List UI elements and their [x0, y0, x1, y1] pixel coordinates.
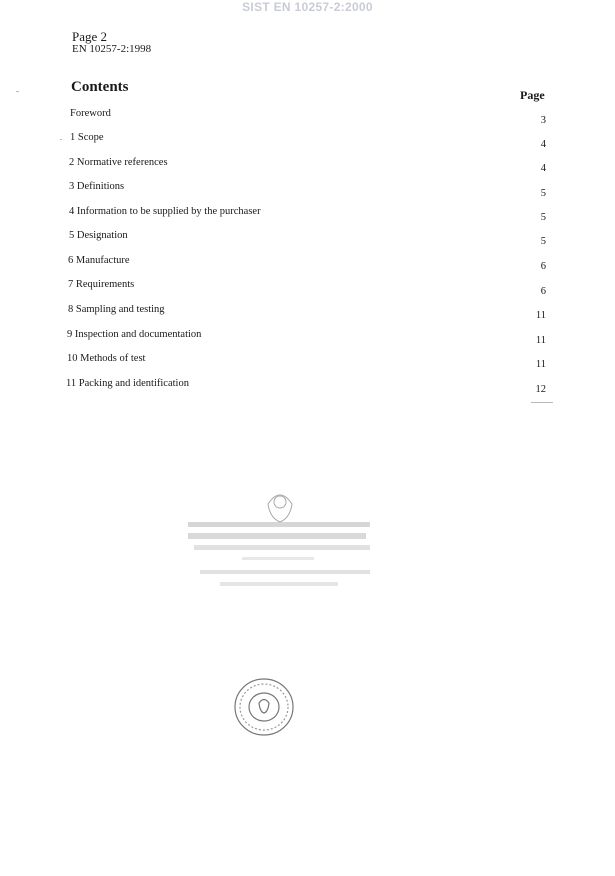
- toc-entry-page: 11: [535, 310, 546, 321]
- toc-entry-page: 5: [540, 212, 546, 223]
- toc-entry-page: 6: [540, 261, 546, 272]
- toc-entry-label: 3 Definitions: [69, 181, 125, 192]
- page-column-heading: Page: [520, 88, 545, 102]
- toc-entry-page: 3: [540, 115, 546, 126]
- toc-entry-label: 9 Inspection and documentation: [67, 329, 202, 340]
- toc-entry-label: 10 Methods of test: [67, 353, 146, 364]
- toc-entry-label: 1 Scope: [70, 132, 104, 143]
- toc-entry-label: 2 Normative references: [69, 157, 168, 168]
- scan-speck: [531, 402, 553, 403]
- toc-entry-page: 5: [540, 188, 546, 199]
- toc-entry-page: 4: [540, 139, 546, 150]
- toc-entry-page: 6: [540, 286, 546, 297]
- page-number: Page 2: [72, 29, 108, 44]
- toc-entry-label: 11 Packing and identification: [66, 378, 189, 389]
- emblem-icon: [180, 482, 380, 612]
- scan-speck: [60, 139, 62, 140]
- round-seal-icon: [232, 676, 296, 738]
- toc-entry-page: 12: [535, 384, 546, 395]
- scan-speck: [16, 91, 19, 92]
- toc-entry-label: 4 Information to be supplied by the purchaser: [69, 206, 261, 217]
- toc-entry-page: 11: [535, 359, 546, 370]
- toc-entry-page: 11: [535, 335, 546, 346]
- contents-title: Contents: [71, 79, 129, 95]
- toc-entry-label: 5 Designation: [69, 230, 128, 241]
- toc-entry-label: 8 Sampling and testing: [68, 304, 165, 315]
- toc-entry-label: 6 Manufacture: [68, 255, 130, 266]
- toc-entry-page: 4: [540, 163, 546, 174]
- toc-entry-page: 5: [540, 236, 546, 247]
- toc-entry-label: 7 Requirements: [68, 279, 135, 290]
- toc-entry-label: Foreword: [70, 108, 111, 119]
- watermark: SIST EN 10257-2:2000: [242, 0, 373, 14]
- document-id: EN 10257-2:1998: [72, 43, 152, 55]
